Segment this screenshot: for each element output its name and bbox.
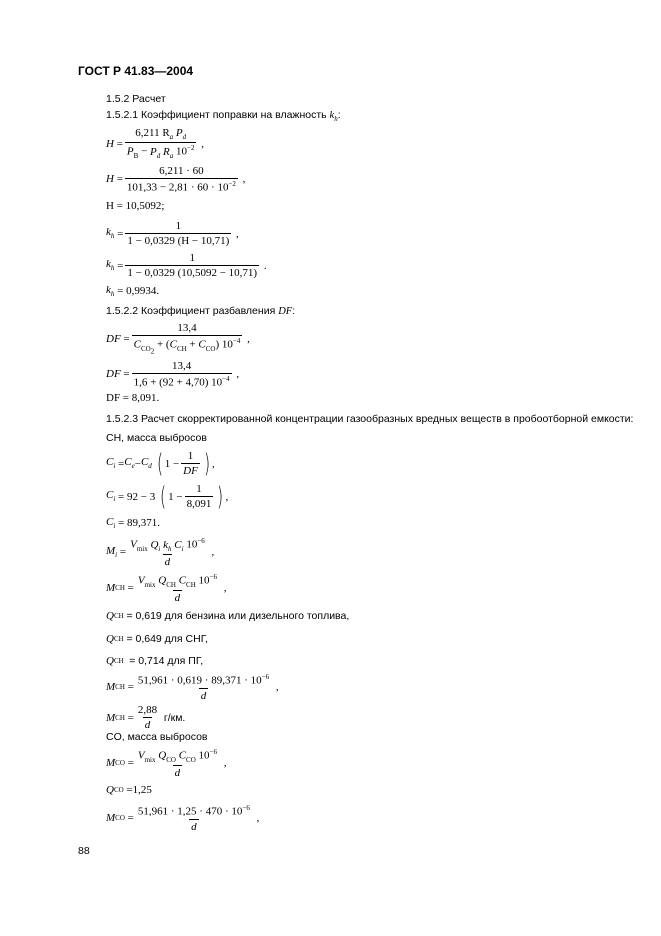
equation-ci-numeric: $C_i$ = 92 − 3 ( 1 − 1 8,091 ) , — [106, 481, 229, 512]
section-1-5-2-3-title: 1.5.2.3 Расчет скорректированной концентрации газообразных вредных веществ в пробоотборной емкости: — [106, 413, 634, 425]
equation-h-general: H = 6,211 $R_a$ $P_d$ $P_B - P_d$ $R_a$ $10^{-2}$ , — [106, 127, 204, 161]
page-number: 88 — [78, 845, 90, 857]
section-1-5-2-2-title: 1.5.2.2 Коэффициент разбавления DF: — [106, 305, 296, 317]
equation-kh-general: $k_h$ = 1 1 − 0,0329 (H − 10,71) , — [106, 220, 239, 247]
section-1-5-2-title: 1.5.2 Расчет — [106, 93, 166, 105]
equation-ci-result: $C_i$ = 89,371. — [106, 516, 161, 531]
equation-mch-numeric: M CH = $51,961 \cdot 0,619 \cdot 89,371 \cdot 10^{-6}$ d , — [106, 673, 279, 702]
equation-mco-numeric: M CO = $51,961 \cdot 1,25 \cdot 470 \cdot 10^{-6}$ d , — [106, 804, 260, 833]
equation-mi-general: $M_i$ = $V_{mix}$ $Q_i$ $k_h$ $C_i$ $10^{-6}$ d , — [106, 537, 215, 568]
section-1-5-2-1-title: 1.5.2.1 Коэффициент поправки на влажность $k_h$: — [106, 109, 341, 124]
equation-kh-numeric: $k_h$ = 1 1 − 0,0329 (10,5092 − 10,71) . — [106, 252, 267, 279]
equation-df-general: DF = 13,4 $C_{CO_2} + (C_{CH} + C_{CO})$ $10^{-4}$ , — [106, 322, 250, 356]
equation-mco-general: M CO = $V_{mix}$ $Q_{CO}$ $C_{CO}$ $10^{-6}$ d , — [106, 748, 227, 779]
q-ch-sng: Q CH = 0,649 для СНГ, — [106, 633, 209, 645]
q-co-value: Q CO =1,25 — [106, 784, 152, 796]
equation-df-numeric: DF = 13,4 1,6 + (92 + 4,70) $10^{-4}$ , — [106, 360, 240, 389]
equation-ci-general: $C_i$ = $C_e$ − $C_d$ ( 1 − 1 DF ) , — [106, 448, 215, 479]
ch-heading: CH, масса выбросов — [106, 432, 207, 444]
equation-mch-general: M CH = $V_{mix}$ $Q_{CH}$ $C_{CH}$ $10^{-6}$ d , — [106, 573, 227, 604]
co-heading: CO, масса выбросов — [106, 731, 208, 743]
equation-h-result: H = 10,5092; — [106, 200, 165, 212]
equation-h-numeric: H = 6,211 · 60 $101,33 - 2,81 \cdot 60 \cdot 10^{-2}$ , — [106, 165, 246, 194]
q-ch-pg: Q CH = 0,714 для ПГ, — [106, 655, 204, 667]
equation-df-result: DF = 8,091. — [106, 392, 160, 404]
equation-mch-result: M CH = 2,88 d г/км. — [106, 704, 186, 731]
equation-kh-result: $k_h$ = 0,9934. — [106, 284, 160, 299]
q-ch-benzin: Q CH = 0,619 для бензина или дизельного топлива, — [106, 610, 350, 622]
document-header: ГОСТ Р 41.83—2004 — [78, 64, 194, 78]
